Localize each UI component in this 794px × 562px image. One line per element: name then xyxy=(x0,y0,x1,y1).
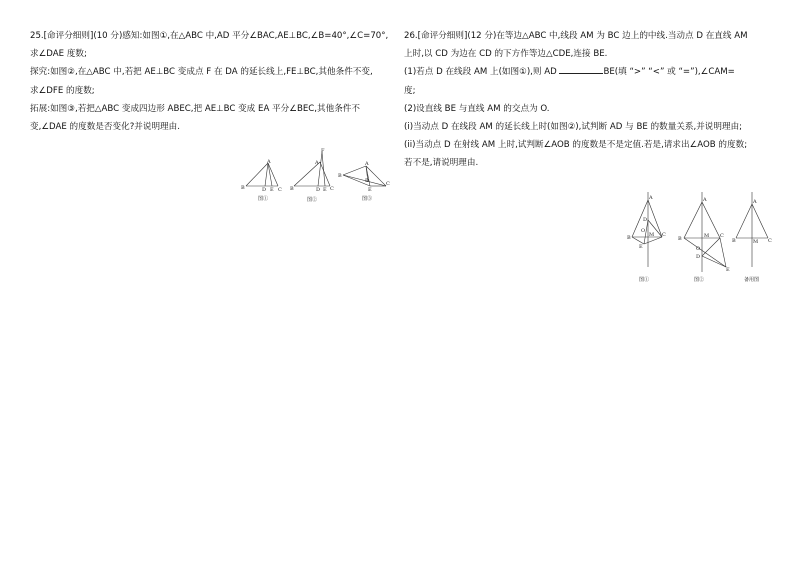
label-D: D xyxy=(643,217,648,223)
label-M: M xyxy=(649,232,655,238)
q25-line-4: 求∠DFE 的度数; xyxy=(30,85,95,96)
label-M: M xyxy=(753,239,759,245)
caption-fig1: 图① xyxy=(639,277,650,283)
label-O: O xyxy=(696,246,701,252)
label-C: C xyxy=(768,238,772,244)
question-25 xyxy=(30,27,388,136)
q26-line-1: 26.[命评分细则](12 分)在等边△ABC 中,线段 AM 为 BC 边上的中线.当动点 D 在直线 AM xyxy=(404,31,748,41)
q26-line-7: (ii)当动点 D 在射线 AM 上时,试判断∠AOB 的度数是不是定值.若是,请求出∠AOB 的度数; xyxy=(404,140,748,151)
label-E: E xyxy=(639,244,643,250)
label-E: E xyxy=(368,187,372,193)
caption-fig2: 图② xyxy=(307,197,318,203)
label-E: E xyxy=(726,267,730,273)
label-C: C xyxy=(330,186,334,192)
q26-line-3-part-a: (1)若点 D 在线段 AM 上(如图①),则 AD xyxy=(404,67,557,78)
q25-figure-1 xyxy=(236,158,288,206)
q25-line-2: 求∠DAE 度数; xyxy=(30,49,87,60)
label-A: A xyxy=(753,199,757,205)
q25-line-5: 拓展:如图③,若把△ABC 变成四边形 ABEC,把 AE⊥BC 变成 EA 平分∠BEC,其他条件不 xyxy=(30,103,360,114)
label-D: D xyxy=(696,254,701,260)
q25-fig1-lines xyxy=(246,163,278,186)
q26-line-4: 度; xyxy=(404,85,416,96)
label-B: B xyxy=(290,186,294,192)
caption-fig3: 图③ xyxy=(362,196,373,202)
q26-fig1-lines xyxy=(632,192,662,267)
q26-line-8: 若不是,请说明理由. xyxy=(404,158,479,169)
q26-fig2-lines xyxy=(684,192,726,272)
q25-figure-3 xyxy=(338,160,392,206)
label-C: C xyxy=(720,233,724,239)
label-B: B xyxy=(627,235,631,241)
label-A: A xyxy=(703,197,707,203)
answer-blank xyxy=(559,64,603,74)
q25-fig2-lines xyxy=(294,152,330,186)
q26-line-6: (i)当动点 D 在线段 AM 的延长线上时(如图②),试判断 AD 与 BE 的数量关系,并说明理由; xyxy=(404,122,743,133)
label-C: C xyxy=(386,181,390,187)
label-C: C xyxy=(278,187,282,193)
label-D: D xyxy=(365,178,370,184)
label-B: B xyxy=(732,238,736,244)
q26-line-3-part-b: BE(填 “>” “<” 或 “=”),∠CAM= xyxy=(603,67,735,78)
label-A: A xyxy=(267,159,271,165)
label-O: O xyxy=(641,228,646,234)
caption-fig2: 图② xyxy=(694,277,705,283)
label-B: B xyxy=(678,236,682,242)
q26-spare-figure xyxy=(732,192,776,288)
q26-line-3 xyxy=(404,63,776,81)
label-B: B xyxy=(241,185,245,191)
q25-line-6: 变,∠DAE 的度数是否变化?并说明理由. xyxy=(30,122,180,133)
label-D: D xyxy=(262,187,267,193)
q25-figure-2 xyxy=(290,146,340,206)
caption-spare: 备用图 xyxy=(744,277,760,283)
label-C: C xyxy=(662,232,666,238)
caption-fig1: 图① xyxy=(258,196,269,202)
label-A: A xyxy=(315,160,319,166)
label-F: F xyxy=(321,148,325,154)
q26-line-2: 上时,以 CD 为边在 CD 的下方作等边△CDE,连接 BE. xyxy=(404,49,608,60)
label-D: D xyxy=(316,187,321,193)
label-M: M xyxy=(704,233,710,239)
label-A: A xyxy=(649,195,653,201)
q26-line-5: (2)设直线 BE 与直线 AM 的交点为 O. xyxy=(404,103,550,114)
q26-figure-1 xyxy=(622,192,666,288)
label-B: B xyxy=(338,173,342,179)
q26-spare-lines xyxy=(736,192,768,267)
q25-line-1: 25.[命评分细则](10 分)感知:如图①,在△ABC 中,AD 平分∠BAC,AE⊥BC,∠B=40°,∠C=70°, xyxy=(30,31,389,41)
q25-line-3: 探究:如图②,在△ABC 中,若把 AE⊥BC 变成点 F 在 DA 的延长线上,FE⊥BC,其他条件不变, xyxy=(30,67,373,78)
label-E: E xyxy=(270,187,274,193)
label-A: A xyxy=(365,161,369,167)
question-26 xyxy=(404,27,776,173)
q26-figure-2 xyxy=(676,192,738,288)
label-E: E xyxy=(323,187,327,193)
